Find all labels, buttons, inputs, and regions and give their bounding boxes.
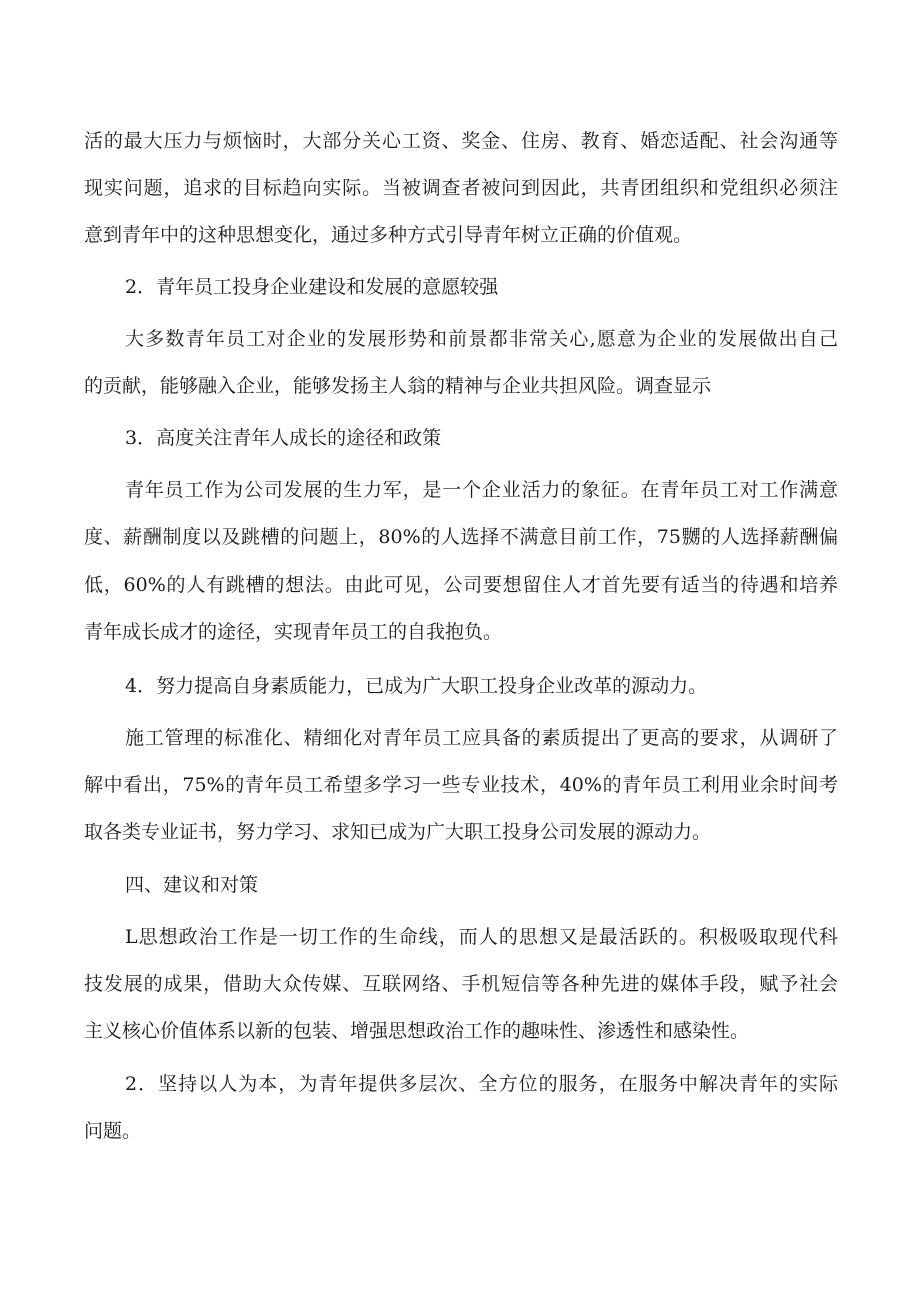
section-heading: 四、建议和对策 bbox=[125, 874, 259, 896]
text-line: 度、薪酬制度以及跳槽的问题上，80%的人选择不满意目前工作，75嬲的人选择薪酬偏 bbox=[84, 526, 838, 548]
text-line: 解中看出，75%的青年员工希望多学习一些专业技术，40%的青年员工利用业余时间考 bbox=[84, 774, 838, 796]
section-heading: 4．努力提高自身素质能力，已成为广大职工投身企业改革的源动力。 bbox=[125, 675, 708, 697]
text-line: 取各类专业证书，努力学习、求知已成为广大职工投身公司发展的源动力。 bbox=[84, 821, 712, 843]
text-line: 青年成长成才的途径，实现青年员工的自我抱负。 bbox=[84, 621, 503, 643]
text-line: 大多数青年员工对企业的发展形势和前景都非常关心,愿意为企业的发展做出自己 bbox=[125, 328, 838, 350]
text-line: 低，60%的人有跳槽的想法。由此可见，公司要想留住人才首先要有适当的待遇和培养 bbox=[84, 574, 838, 596]
text-line: 技发展的成果，借助大众传媒、互联网络、手机短信等各种先进的媒体手段，赋予社会 bbox=[84, 973, 838, 995]
text-line: 问题。 bbox=[84, 1120, 142, 1142]
text-line: 青年员工作为公司发展的生力军，是一个企业活力的象征。在青年员工对工作满意 bbox=[125, 479, 838, 501]
text-line: 2．坚持以人为本，为青年提供多层次、全方位的服务，在服务中解决青年的实际 bbox=[125, 1073, 838, 1095]
text-line: L思想政治工作是一切工作的生命线，而人的思想又是最活跃的。积极吸取现代科 bbox=[125, 926, 838, 948]
text-line: 主义核心价值体系以新的包装、增强思想政治工作的趣味性、渗透性和感染性。 bbox=[84, 1020, 750, 1042]
text-line: 的贡献，能够融入企业，能够发扬主人翁的精神与企业共担风险。调查显示 bbox=[84, 375, 712, 397]
section-heading: 3．高度关注青年人成长的途径和政策 bbox=[125, 427, 442, 449]
text-line: 施工管理的标准化、精细化对青年员工应具备的素质提出了更高的要求，从调研了 bbox=[125, 727, 838, 749]
text-line: 现实问题，追求的目标趋向实际。当被调查者被问到因此，共青团组织和党组织必须注 bbox=[84, 177, 838, 199]
text-line: 活的最大压力与烦恼时，大部分关心工资、奖金、住房、教育、婚恋适配、社会沟通等 bbox=[84, 130, 838, 152]
section-heading: 2．青年员工投身企业建设和发展的意愿较强 bbox=[125, 276, 499, 298]
text-line: 意到青年中的这种思想变化，通过多种方式引导青年树立正确的价值观。 bbox=[84, 224, 693, 246]
